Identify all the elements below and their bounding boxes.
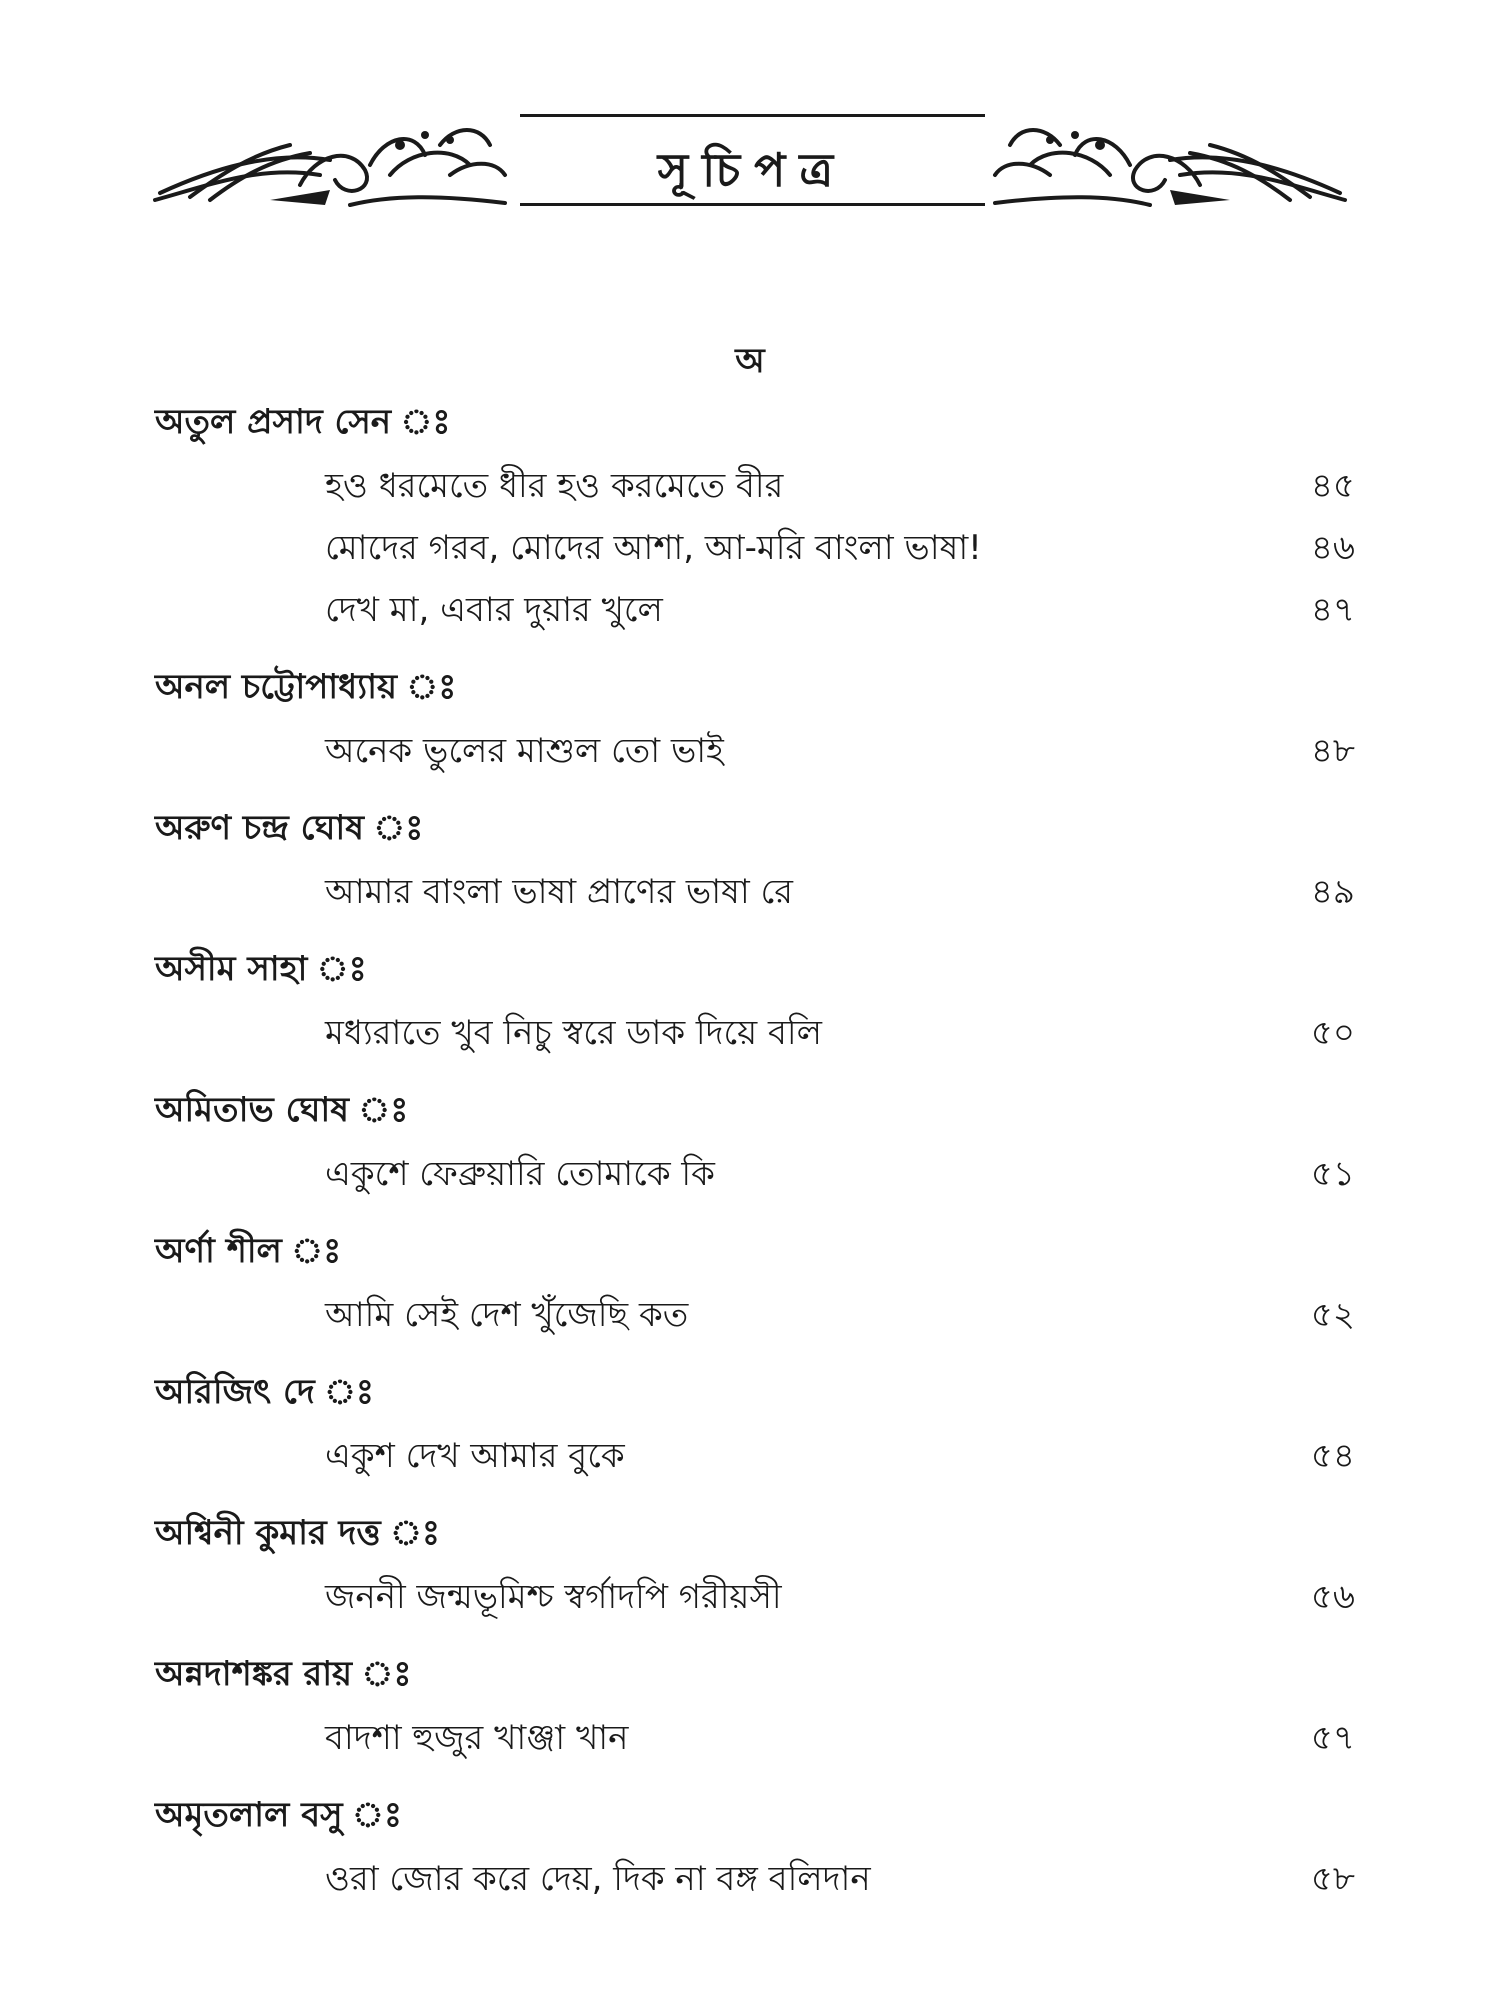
section-letter: অ	[735, 341, 765, 381]
toc-entry	[155, 1425, 1355, 1487]
poem-title: অনেক ভুলের মাশুল তো ভাই	[325, 731, 724, 771]
author-heading: অনল চট্টোপাধ্যায় ঃ	[155, 667, 457, 707]
page-number: ৫১	[1310, 1154, 1355, 1194]
page-number: ৫৬	[1310, 1577, 1355, 1617]
author-heading: অরিজিৎ দে ঃ	[155, 1372, 375, 1412]
page-number: ৪৯	[1310, 872, 1355, 912]
toc-entry	[155, 1143, 1355, 1205]
toc-entry	[155, 517, 1355, 579]
author-heading: অমিতাভ ঘোষ ঃ	[155, 1090, 409, 1130]
page-number: ৪৮	[1310, 731, 1355, 771]
right-ornament-icon	[990, 115, 1350, 215]
toc-entry	[155, 1002, 1355, 1064]
page-number: ৪৫	[1310, 466, 1355, 506]
page-number: ৫৮	[1310, 1859, 1355, 1899]
poem-title: আমার বাংলা ভাষা প্রাণের ভাষা রে	[325, 872, 794, 912]
poem-title: মোদের গরব, মোদের আশা, আ-মরি বাংলা ভাষা!	[325, 528, 982, 568]
poem-title: আমি সেই দেশ খুঁজেছি কত	[325, 1295, 689, 1335]
author-heading: অমৃতলাল বসু ঃ	[155, 1795, 402, 1835]
author-heading: অশ্বিনী কুমার দত্ত ঃ	[155, 1513, 441, 1553]
toc-entry	[155, 579, 1355, 641]
table-of-contents	[155, 390, 1355, 1910]
poem-title: হও ধরমেতে ধীর হও করমেতে বীর	[325, 466, 784, 506]
toc-entry	[155, 720, 1355, 782]
title-box	[520, 114, 985, 206]
poem-title: জননী জন্মভূমিশ্চ স্বর্গাদপি গরীয়সী	[325, 1577, 782, 1617]
header	[150, 100, 1350, 220]
page-number: ৪৭	[1310, 590, 1355, 630]
poem-title: একুশে ফেব্রুয়ারি তোমাকে কি	[325, 1154, 715, 1194]
left-ornament-icon	[150, 115, 510, 215]
poem-title: মধ্যরাতে খুব নিচু স্বরে ডাক দিয়ে বলি	[325, 1013, 822, 1053]
page-number: ৫০	[1310, 1013, 1355, 1053]
poem-title: ওরা জোর করে দেয়, দিক না বঙ্গ বলিদান	[325, 1859, 871, 1899]
poem-title: বাদশা হুজুর খাঞ্জা খান	[325, 1718, 629, 1758]
toc-entry	[155, 455, 1355, 517]
author-heading: অন্নদাশঙ্কর রায় ঃ	[155, 1654, 412, 1694]
page-number: ৪৬	[1310, 528, 1355, 568]
page-number: ৫৪	[1310, 1436, 1355, 1476]
author-heading: অর্ণা শীল ঃ	[155, 1231, 342, 1271]
toc-entry	[155, 861, 1355, 923]
page-number: ৫২	[1310, 1295, 1355, 1335]
title-bottom-rule	[520, 203, 985, 206]
toc-entry	[155, 1848, 1355, 1910]
title-top-rule	[520, 114, 985, 117]
toc-entry	[155, 1707, 1355, 1769]
author-heading: অতুল প্রসাদ সেন ঃ	[155, 402, 451, 442]
poem-title: একুশ দেখ আমার বুকে	[325, 1436, 625, 1476]
toc-entry	[155, 1284, 1355, 1346]
author-heading: অরুণ চন্দ্র ঘোষ ঃ	[155, 808, 424, 848]
page-title: সূচিপত্র	[657, 143, 848, 197]
toc-entry	[155, 1566, 1355, 1628]
poem-title: দেখ মা, এবার দুয়ার খুলে	[325, 590, 663, 630]
page-number: ৫৭	[1310, 1718, 1355, 1758]
author-heading: অসীম সাহা ঃ	[155, 949, 367, 989]
